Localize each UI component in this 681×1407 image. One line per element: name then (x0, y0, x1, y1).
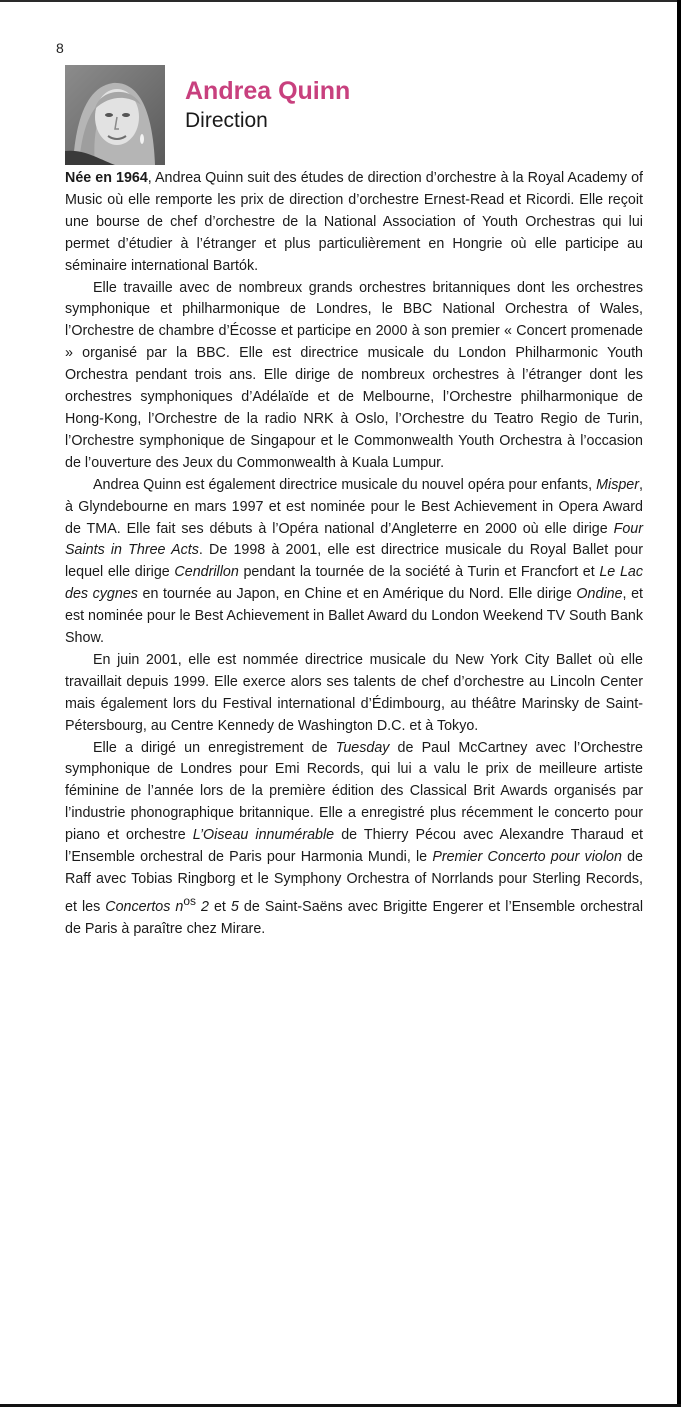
bio-text: pendant la tournée de la société à Turin et Francfort et (238, 564, 600, 581)
scan-edge-top (0, 0, 681, 2)
work-title: Ondine (576, 586, 623, 603)
artist-role: Direction (185, 109, 268, 132)
work-title: Tuesday (335, 739, 390, 756)
work-title: Le Lac des cygnes (65, 564, 643, 603)
bio-text: de Paul McCartney avec l’Orchestre symphonique de Londres pour Emi Records, qui lui a valu le prix de meilleure artiste féminine de l’année lors de la première édition des Classical Brit Awards organisés par l’industrie phonographique britannique. Elle a enregistré plus récemment le concerto pour piano et orchestre (65, 739, 643, 844)
bio-paragraph-5 (65, 738, 643, 941)
work-title: 2 (195, 898, 209, 915)
bio-text: de Saint-Saëns avec Brigitte Engerer et l’Ensemble orchestral de Paris à paraître chez Mirare. (65, 898, 643, 937)
work-title: Concertos n (105, 898, 184, 915)
bio-text: , Andrea Quinn suit des études de direction d’orchestre à la Royal Academy of Music où elle remporte les prix de direction d’orchestre Ernest-Read et Ricordi. Elle reçoit une bourse de chef d’orchestre de la National Association of Youth Orchestras qui lui permet d’étudier à l’étranger et plus particulièrement en Hongrie où elle participe au séminaire international Bartók. (65, 170, 643, 274)
bio-paragraph-4: En juin 2001, elle est nommée directrice musicale du New York City Ballet où elle travaillait depuis 1999. Elle exerce alors ses talents de chef d’orchestre au Lincoln Center mais également lors du Festival international d’Édimbourg, au théâtre Marinsky de Saint-Pétersbourg, au Centre Kennedy de Washington D.C. et à Tokyo. (65, 651, 643, 734)
portrait-image (65, 65, 165, 165)
bio-text: . De 1998 à 2001, elle est directrice musicale du Royal Ballet pour lequel elle dirige (65, 542, 643, 581)
bio-text: Andrea Quinn est également directrice musicale du nouvel opéra pour enfants, (93, 476, 597, 493)
bio-text: en tournée au Japon, en Chine et en Amérique du Nord. Elle dirige (137, 586, 577, 603)
bio-paragraph-2: Elle travaille avec de nombreux grands orchestres britanniques dont les orchestres symphonique et philharmonique de Londres, le BBC National Orchestra of Wales, l’Orchestre de chambre d’Écosse et participe en 2000 à son premier « Concert promenade » organisé par la BBC. Elle est directrice musicale du London Philharmonic Youth Orchestra pendant trois ans. Elle dirige de nombreux orchestres à l’étranger dont les orchestres symphoniques d’Adélaïde et de Melbourne, l’Orchestre philharmonique de Hong-Kong, l’Orchestre de la radio NRK à Oslo, l’Orchestre du Teatro Regio de Turin, l’Orchestre symphonique de Singapour et le Commonwealth Youth Orchestra à l’occasion de l’ouverture des Jeux du Commonwealth à Kuala Lumpur. (65, 279, 643, 471)
portrait-photo (65, 65, 165, 165)
work-title: Misper (596, 476, 640, 493)
superscript: os (183, 893, 196, 908)
bio-text: Elle a dirigé un enregistrement de (93, 739, 336, 756)
header-block (185, 76, 350, 134)
work-title: Four Saints in Three Acts (65, 520, 643, 559)
page-number: 8 (56, 40, 64, 56)
work-title: Premier Concerto pour violon (432, 849, 622, 866)
birth-year-lead: Née en 1964 (65, 170, 148, 186)
artist-name: Andrea Quinn (185, 77, 351, 105)
work-title: 5 (230, 898, 239, 915)
work-title: L’Oiseau innumérable (192, 827, 335, 844)
bio-paragraph-1 (65, 168, 643, 278)
biography (65, 168, 643, 940)
bio-text: et (208, 898, 231, 915)
bio-text: , et est nominée pour le Best Achievement in Ballet Award du London Weekend TV South Bank Show. (65, 586, 644, 647)
bio-text: de Thierry Pécou avec Alexandre Tharaud et l’Ensemble orchestral de Paris pour Harmonia Mundi, le (65, 827, 643, 866)
work-title: Cendrillon (174, 564, 239, 581)
scan-edge-right (677, 0, 681, 1407)
bio-paragraph-3 (65, 475, 643, 650)
bio-text: , à Glyndebourne en mars 1997 et est nominée pour le Best Achievement in Opera Award de TMA. Elle fait ses débuts à l’Opéra national d’Angleterre en 2000 où elle dirige (65, 476, 643, 537)
bio-text: de Raff avec Tobias Ringborg et le Symphony Orchestra of Norrlands pour Sterling Records, et les (65, 849, 643, 915)
